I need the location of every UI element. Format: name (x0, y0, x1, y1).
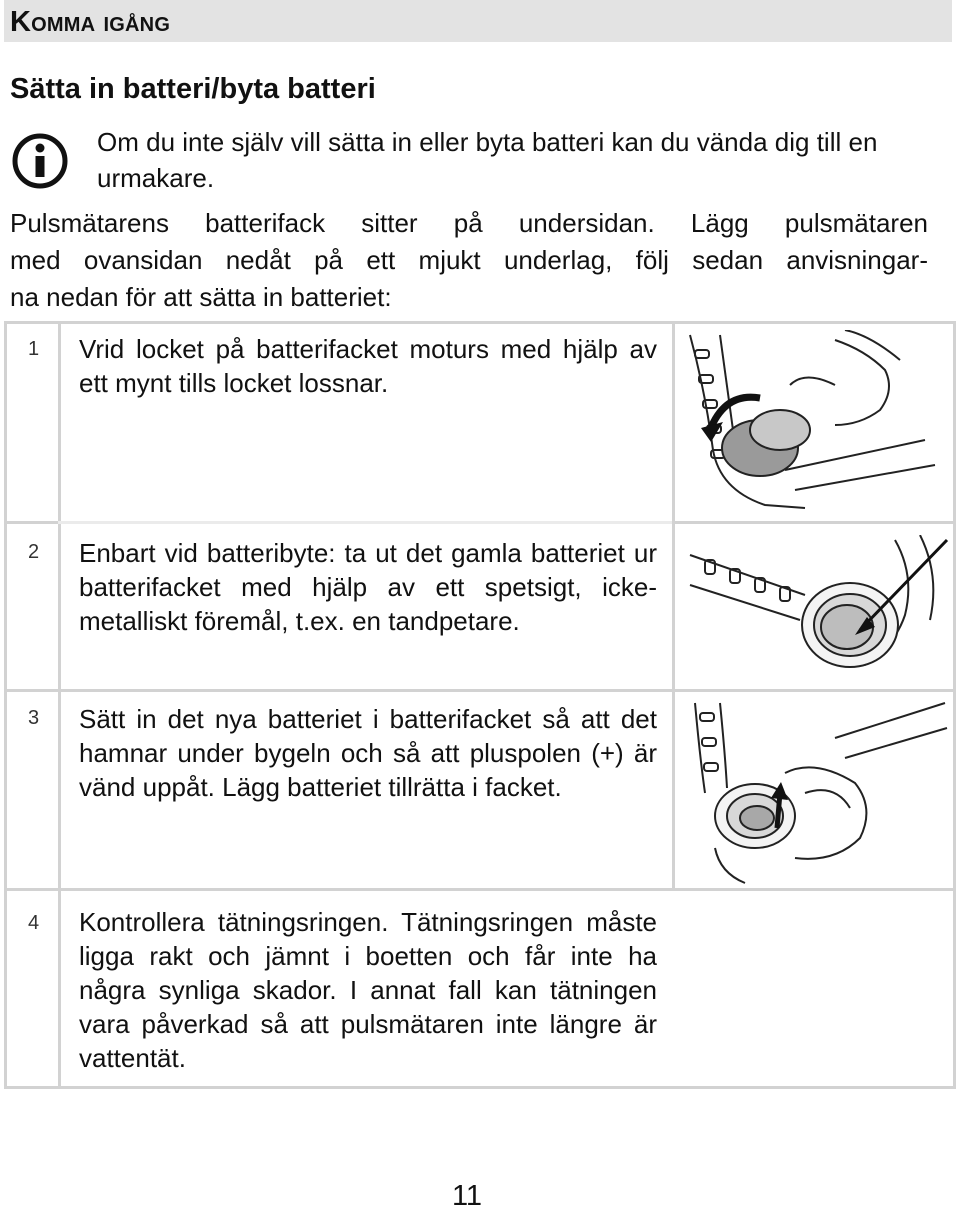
page-number: 11 (451, 1180, 483, 1212)
step-number: 1 (28, 338, 40, 360)
table-row-divider (4, 689, 956, 692)
page-heading: Sätta in batteri/byta batteri (10, 73, 376, 105)
step-text: Sätt in det nya batteriet i batterifacket så att det hamnar under bygeln och så att pluspolen (+) är vänd uppåt. Lägg batteriet tillrätta i facket. (79, 704, 657, 802)
info-icon (10, 132, 70, 190)
toothpick-removing-battery-illustration (685, 535, 950, 685)
intro-paragraph (10, 205, 928, 316)
table-column-divider (672, 321, 675, 891)
intro-line: med ovansidan nedåt på ett mjukt underlag, följ sedan anvisningar- (10, 245, 928, 275)
inserting-battery-illustration (685, 698, 950, 886)
section-title: Komma igång (10, 6, 171, 38)
step-text: Kontrollera tätningsringen. Tätningsringen måste ligga rakt och jämnt i boetten och får inte ha några synliga skador. I annat fall kan tätningen vara påverkad så att pulsmätaren inte längre är vattentät. (79, 907, 657, 1073)
step-text: Enbart vid batteribyte: ta ut det gamla batteriet ur batterifacket med hjälp av ett spetsigt, icke-metalliskt föremål, t.ex. en tandpetare. (79, 538, 657, 636)
step-number: 3 (28, 707, 40, 729)
table-row-divider (4, 888, 956, 891)
table-row-divider (4, 521, 62, 524)
step-text: Vrid locket på batterifacket moturs med hjälp av ett mynt tills locket lossnar. (79, 334, 657, 398)
table-row-divider (672, 521, 956, 524)
intro-line: na nedan för att sätta in batteriet: (10, 282, 392, 312)
info-note: Om du inte själv vill sätta in eller byta batteri kan du vända dig till en urmakare. (97, 127, 878, 193)
coin-turning-cover-illustration (685, 330, 945, 512)
table-column-divider (58, 321, 61, 1089)
table-row-divider (58, 521, 672, 524)
intro-line: Pulsmätarens batterifack sitter på undersidan. Lägg pulsmätaren (10, 208, 928, 238)
step-number: 4 (28, 912, 40, 934)
step-number: 2 (28, 541, 40, 563)
